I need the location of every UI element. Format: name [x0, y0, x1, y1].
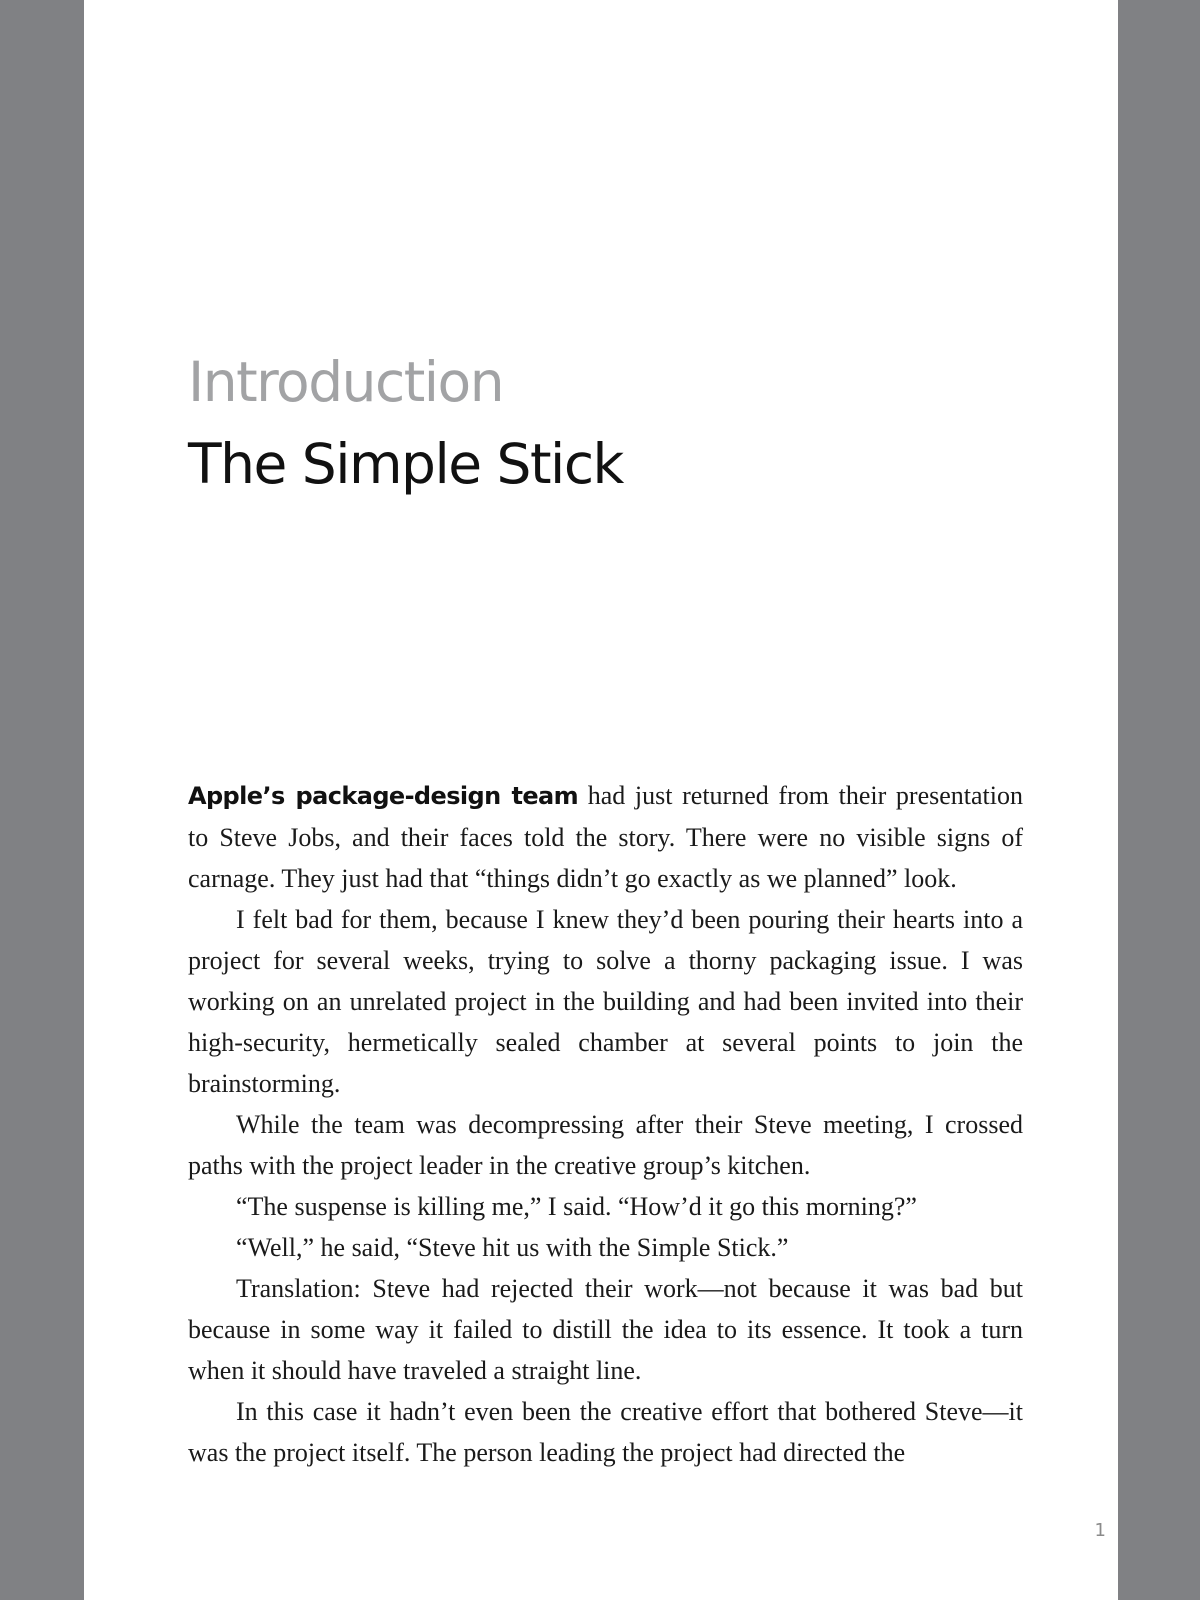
paragraph-4: “The suspense is killing me,” I said. “How’d it go this morning?” [236, 1192, 917, 1221]
paragraph-7: In this case it hadn’t even been the creative effort that bothered Steve—it was the project itself. The person leading the project had directed the [188, 1397, 1023, 1467]
paragraph-1-text: had just returned from their presentation to Steve Jobs, and their faces told the story. There were no visible signs of carnage. They just had that “things didn’t go exactly as we planned” look. [188, 781, 1023, 893]
chapter-label: Introduction [188, 350, 504, 414]
paragraph-5: “Well,” he said, “Steve hit us with the Simple Stick.” [236, 1233, 789, 1262]
page-number: 1 [1094, 1520, 1106, 1541]
lead-in: Apple’s package-design team [188, 782, 579, 810]
paragraph-6: Translation: Steve had rejected their work—not because it was bad but because in some way it failed to distill the idea to its essence. It took a turn when it should have traveled a straight line. [188, 1274, 1023, 1385]
chapter-title: The Simple Stick [188, 432, 623, 496]
paragraph-3: While the team was decompressing after their Steve meeting, I crossed paths with the project leader in the creative group’s kitchen. [188, 1110, 1023, 1180]
paragraph-1 [188, 775, 1023, 899]
paragraph-2: I felt bad for them, because I knew they’d been pouring their hearts into a project for several weeks, trying to solve a thorny packaging issue. I was working on an unrelated project in the building and had been invited into their high-security, hermetically sealed chamber at several points to join the brainstorming. [188, 905, 1023, 1098]
document-page [84, 0, 1118, 1600]
body-text [188, 775, 1023, 1473]
